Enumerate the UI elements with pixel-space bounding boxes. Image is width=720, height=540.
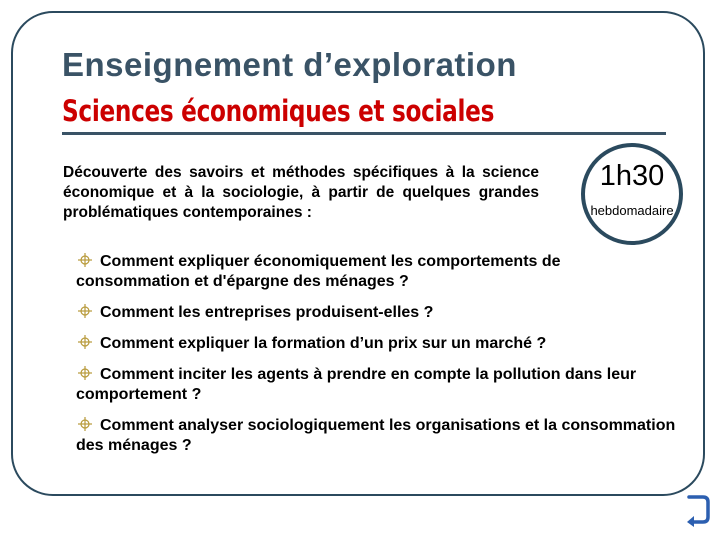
slide-title: Enseignement d’exploration: [62, 46, 517, 83]
list-item: [76, 334, 676, 354]
list-item-text: Comment expliquer économiquement les comportements de consommation et d'épargne des ménages ?: [76, 253, 561, 290]
return-arrow-icon[interactable]: [683, 493, 711, 527]
list-item: [76, 252, 676, 292]
list-item: [76, 365, 676, 405]
list-item-text: Comment inciter les agents à prendre en compte la pollution dans leur comportement ?: [76, 366, 637, 403]
crosshair-bullet-icon: [78, 253, 92, 267]
list-item-text: Comment les entreprises produisent-elles ?: [100, 304, 434, 321]
intro-text: Découverte des savoirs et méthodes spécifiques à la science économique et à la sociologie, à partir de quelques grandes problématiques contemporaines :: [63, 164, 539, 221]
slide-subtitle: Sciences économiques et sociales: [62, 94, 495, 128]
duration-frequency: hebdomadaire: [590, 203, 674, 218]
duration-value: 1h30: [599, 160, 665, 192]
crosshair-bullet-icon: [78, 335, 92, 349]
list-item-text: Comment expliquer la formation d’un prix sur un marché ?: [100, 335, 547, 352]
list-item: [76, 416, 676, 456]
crosshair-bullet-icon: [78, 417, 92, 431]
title-divider: [62, 132, 666, 135]
list-item-text: Comment analyser sociologiquement les organisations et la consommation des ménages ?: [76, 417, 676, 454]
crosshair-bullet-icon: [78, 366, 92, 380]
crosshair-bullet-icon: [78, 304, 92, 318]
question-list: [76, 252, 676, 456]
duration-badge: [581, 143, 683, 245]
list-item: [76, 303, 676, 323]
